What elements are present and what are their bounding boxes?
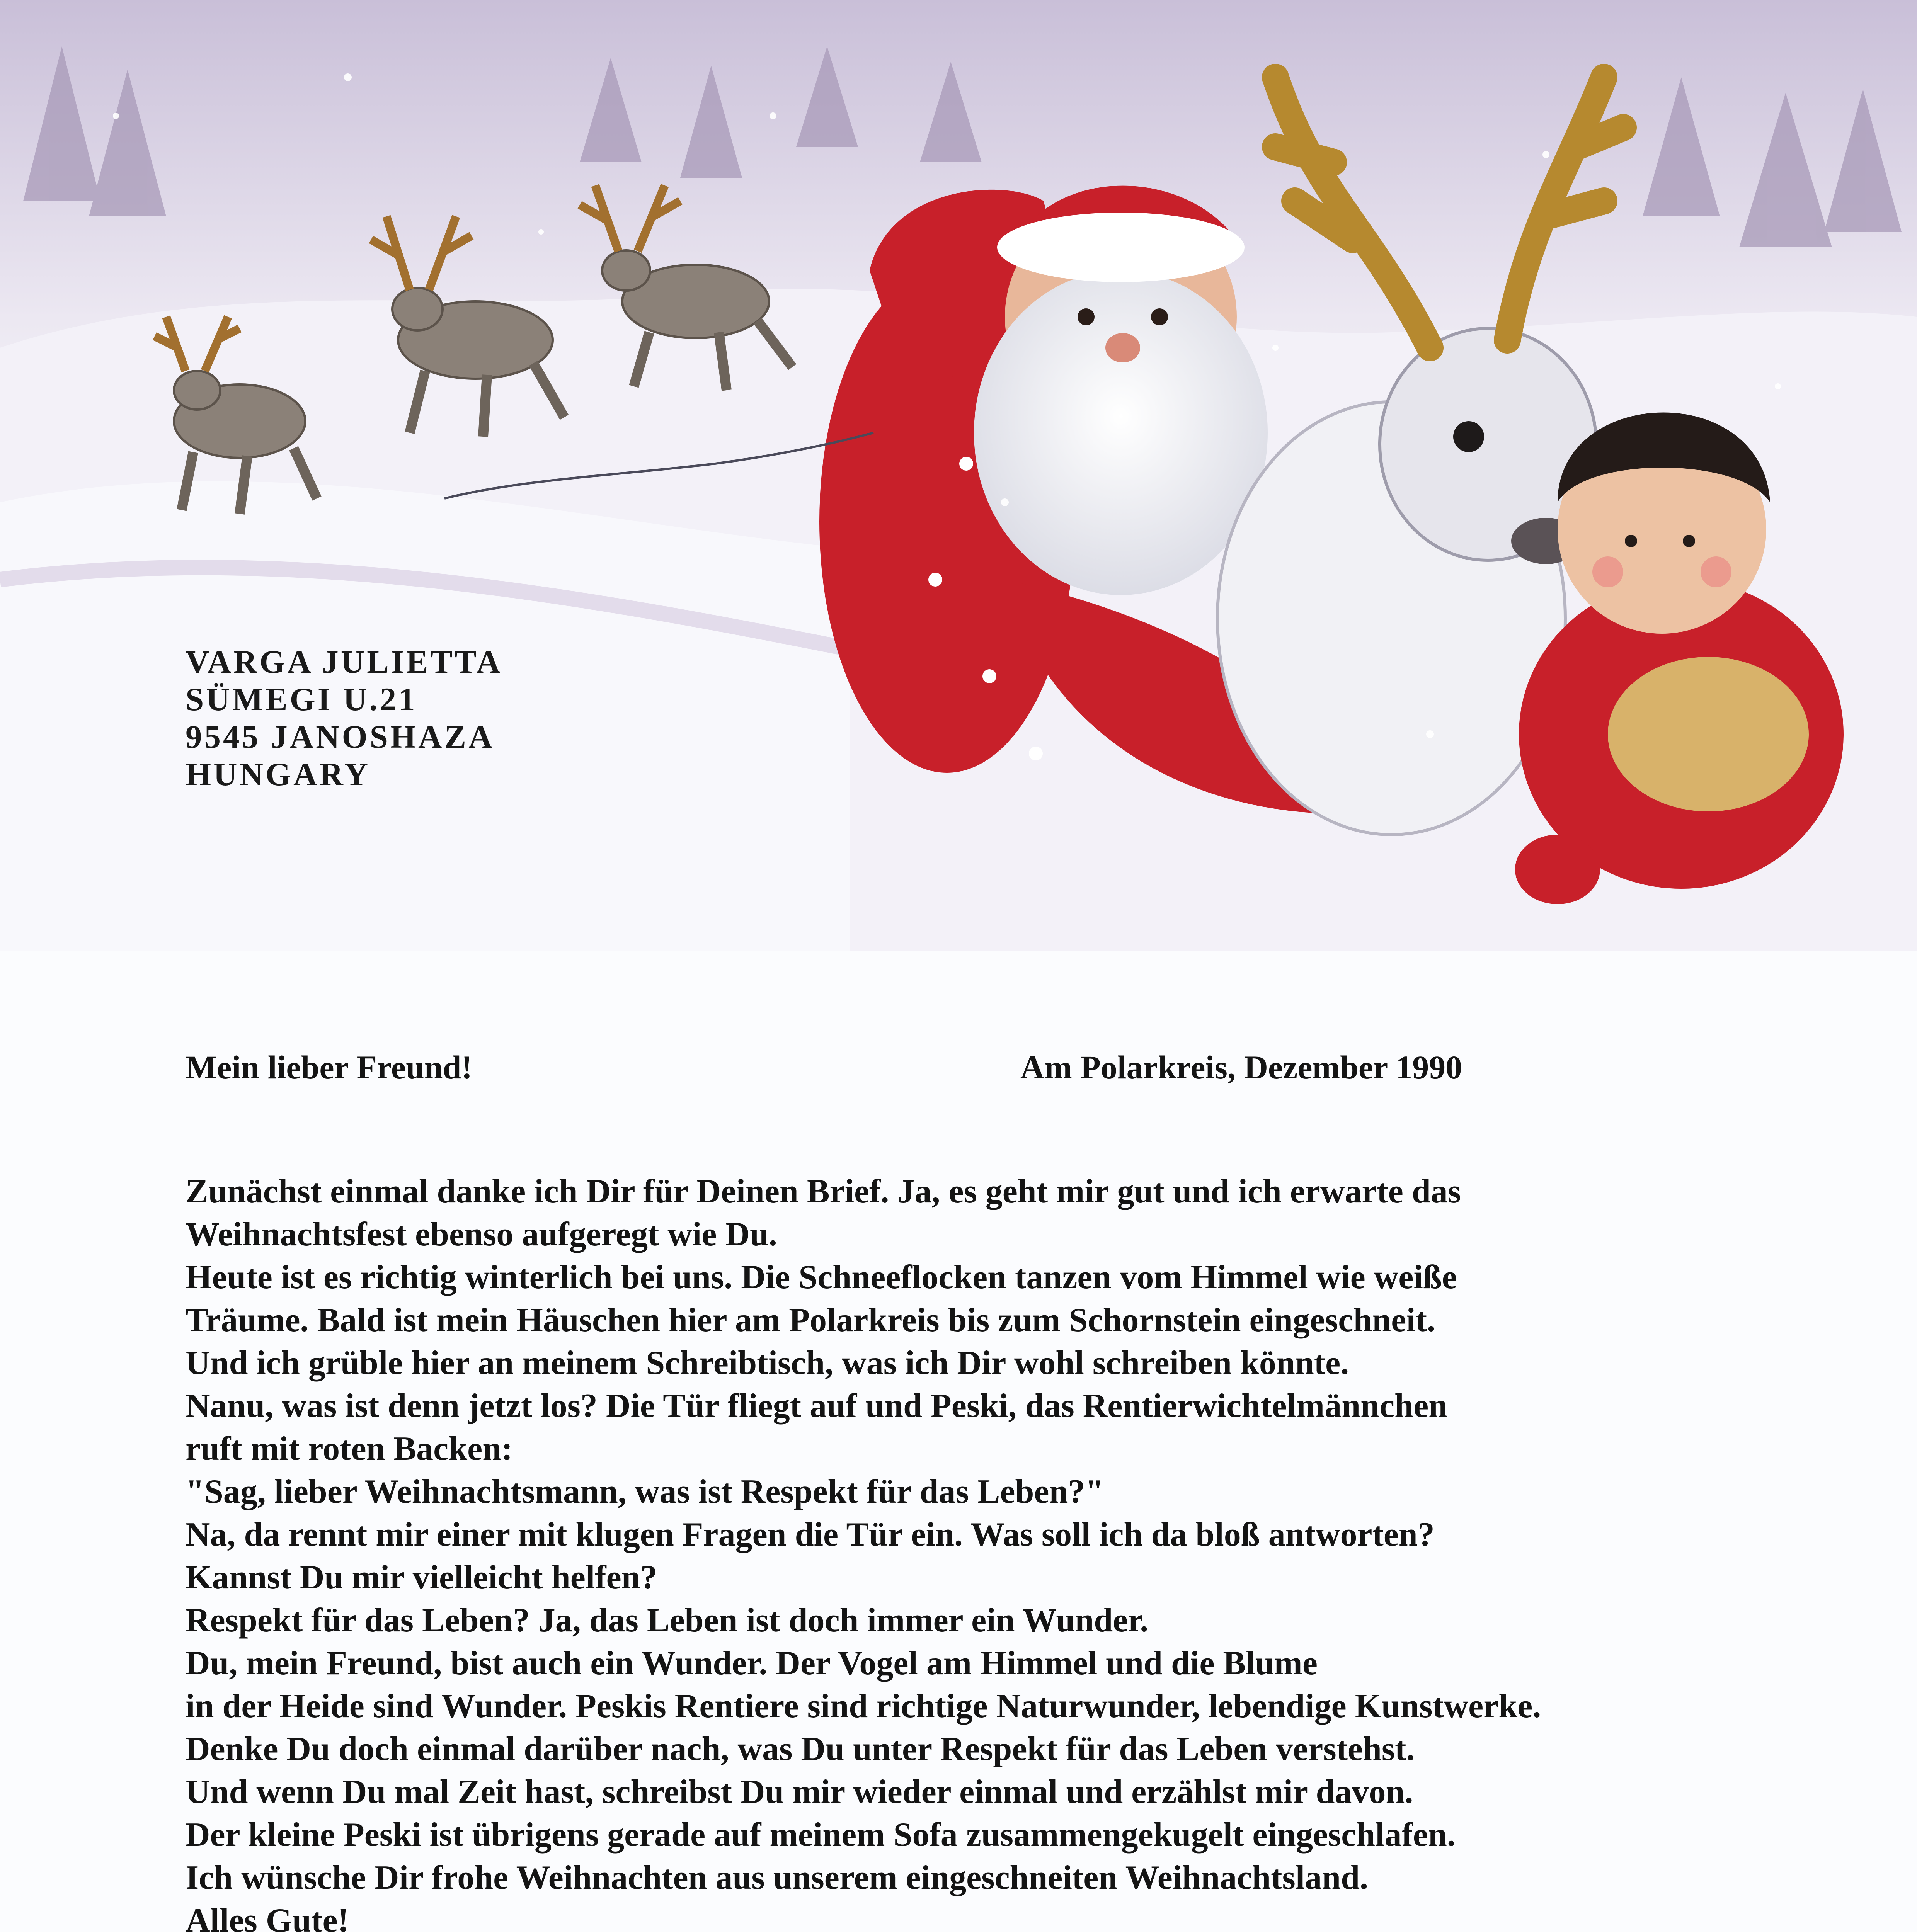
body-line: Und ich grüble hier an meinem Schreibtisch, was ich Dir wohl schreiben könnte. — [186, 1344, 1349, 1382]
body-line: Und wenn Du mal Zeit hast, schreibst Du mir wieder einmal und erzählst mir davon. — [186, 1773, 1413, 1811]
body-line: "Sag, lieber Weihnachtsmann, was ist Respekt für das Leben?" — [186, 1473, 1104, 1510]
body-line: Alles Gute! — [186, 1902, 349, 1932]
body-line: Na, da rennt mir einer mit klugen Fragen die Tür ein. Was soll ich da bloß antworten? — [186, 1516, 1435, 1553]
body-line: ruft mit roten Backen: — [186, 1430, 513, 1468]
address-city: 9545 JANOSHAZA — [186, 719, 495, 755]
header-illustration — [0, 0, 1917, 951]
body-line: Denke Du doch einmal darüber nach, was Du unter Respekt für das Leben verstehst. — [186, 1730, 1415, 1768]
address-street: SÜMEGI U.21 — [186, 681, 417, 718]
address-name: VARGA JULIETTA — [186, 644, 503, 680]
letter-body — [186, 1170, 1541, 1932]
body-line: Kannst Du mir vielleicht helfen? — [186, 1559, 657, 1596]
body-line: Weihnachtsfest ebenso aufgeregt wie Du. — [186, 1216, 777, 1253]
dateline: Am Polarkreis, Dezember 1990 — [1020, 1049, 1462, 1086]
body-line: Träume. Bald ist mein Häuschen hier am Polarkreis bis zum Schornstein eingeschneit. — [186, 1301, 1436, 1339]
body-line: Nanu, was ist denn jetzt los? Die Tür fliegt auf und Peski, das Rentierwichtelmännchen — [186, 1387, 1448, 1425]
body-line: Du, mein Freund, bist auch ein Wunder. Der Vogel am Himmel und die Blume — [186, 1645, 1318, 1682]
body-line: Der kleine Peski ist übrigens gerade auf meinem Sofa zusammengekugelt eingeschlafen. — [186, 1816, 1456, 1854]
recipient-address — [186, 643, 502, 793]
body-line: Ich wünsche Dir frohe Weihnachten aus unserem eingeschneiten Weihnachtsland. — [186, 1859, 1369, 1896]
body-line: Heute ist es richtig winterlich bei uns. Die Schneeflocken tanzen vom Himmel wie weiße — [186, 1259, 1457, 1296]
salutation: Mein lieber Freund! — [186, 1049, 473, 1086]
address-country: HUNGARY — [186, 756, 371, 793]
body-line: Respekt für das Leben? Ja, das Leben ist doch immer ein Wunder. — [186, 1602, 1149, 1639]
body-line: in der Heide sind Wunder. Peskis Rentiere sind richtige Naturwunder, lebendige Kunstwerke. — [186, 1687, 1541, 1725]
body-line: Zunächst einmal danke ich Dir für Deinen Brief. Ja, es geht mir gut und ich erwarte das — [186, 1173, 1461, 1210]
